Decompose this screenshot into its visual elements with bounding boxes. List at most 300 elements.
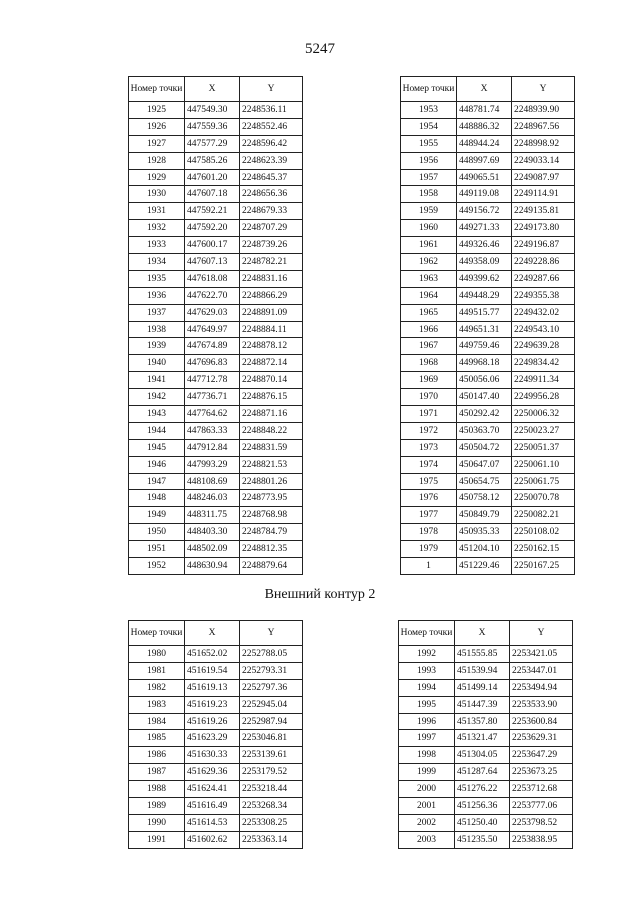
x-cell: 451447.39 — [455, 696, 510, 713]
point-number-cell: 1997 — [399, 730, 455, 747]
x-cell: 451630.33 — [185, 747, 240, 764]
y-cell: 2250167.25 — [512, 558, 575, 575]
table-row — [129, 338, 303, 355]
table-row — [129, 473, 303, 490]
y-cell: 2253421.05 — [510, 646, 573, 663]
x-cell: 447600.17 — [185, 237, 240, 254]
x-cell: 450292.42 — [457, 406, 512, 423]
point-number-cell: 1966 — [401, 321, 457, 338]
table-row — [399, 764, 573, 781]
x-cell: 447549.30 — [185, 102, 240, 119]
table-row — [401, 456, 575, 473]
point-number-cell: 1989 — [129, 798, 185, 815]
y-cell: 2248782.21 — [240, 254, 303, 271]
y-cell: 2253179.52 — [240, 764, 303, 781]
x-cell: 450504.72 — [457, 439, 512, 456]
point-number-cell: 1928 — [129, 152, 185, 169]
point-number-cell: 1958 — [401, 186, 457, 203]
point-number-cell: 1939 — [129, 338, 185, 355]
x-cell: 447863.33 — [185, 422, 240, 439]
x-cell: 447618.08 — [185, 270, 240, 287]
x-cell: 448502.09 — [185, 541, 240, 558]
table-row — [129, 118, 303, 135]
point-number-cell: 1949 — [129, 507, 185, 524]
point-number-cell: 1957 — [401, 169, 457, 186]
y-cell: 2253308.25 — [240, 814, 303, 831]
y-cell: 2253447.01 — [510, 662, 573, 679]
coordinates-table-4 — [398, 620, 573, 849]
point-number-cell: 2002 — [399, 814, 455, 831]
y-cell: 2249432.02 — [512, 304, 575, 321]
table-row — [129, 831, 303, 848]
x-cell: 449271.33 — [457, 220, 512, 237]
point-number-cell: 1956 — [401, 152, 457, 169]
y-cell: 2248891.09 — [240, 304, 303, 321]
x-cell: 449515.77 — [457, 304, 512, 321]
table-row — [399, 814, 573, 831]
header-x: X — [185, 621, 240, 646]
y-cell: 2248848.22 — [240, 422, 303, 439]
x-cell: 450147.40 — [457, 389, 512, 406]
y-cell: 2248939.90 — [512, 102, 575, 119]
table-row — [129, 102, 303, 119]
x-cell: 447736.71 — [185, 389, 240, 406]
point-number-cell: 1933 — [129, 237, 185, 254]
y-cell: 2253046.81 — [240, 730, 303, 747]
point-number-cell: 1963 — [401, 270, 457, 287]
x-cell: 451623.29 — [185, 730, 240, 747]
x-cell: 449759.46 — [457, 338, 512, 355]
y-cell: 2252797.36 — [240, 679, 303, 696]
table-row — [129, 798, 303, 815]
y-cell: 2248998.92 — [512, 135, 575, 152]
table-row — [129, 422, 303, 439]
y-cell: 2249033.14 — [512, 152, 575, 169]
y-cell: 2248878.12 — [240, 338, 303, 355]
table-row — [401, 118, 575, 135]
table-row — [129, 646, 303, 663]
x-cell: 449326.46 — [457, 237, 512, 254]
x-cell: 449651.31 — [457, 321, 512, 338]
x-cell: 451602.62 — [185, 831, 240, 848]
x-cell: 450935.33 — [457, 524, 512, 541]
point-number-cell: 2000 — [399, 781, 455, 798]
y-cell: 2249834.42 — [512, 355, 575, 372]
table-row — [399, 798, 573, 815]
y-cell: 2248866.29 — [240, 287, 303, 304]
y-cell: 2248801.26 — [240, 473, 303, 490]
table-row — [399, 646, 573, 663]
x-cell: 451619.54 — [185, 662, 240, 679]
point-number-cell: 1950 — [129, 524, 185, 541]
table-row — [401, 169, 575, 186]
point-number-cell: 1948 — [129, 490, 185, 507]
y-cell: 2248879.64 — [240, 558, 303, 575]
y-cell: 2253533.90 — [510, 696, 573, 713]
y-cell: 2250162.15 — [512, 541, 575, 558]
x-cell: 449065.51 — [457, 169, 512, 186]
table-row — [401, 304, 575, 321]
x-cell: 451235.50 — [455, 831, 510, 848]
x-cell: 451539.94 — [455, 662, 510, 679]
y-cell: 2253218.44 — [240, 781, 303, 798]
point-number-cell: 1932 — [129, 220, 185, 237]
x-cell: 447585.26 — [185, 152, 240, 169]
point-number-cell: 1999 — [399, 764, 455, 781]
y-cell: 2248870.14 — [240, 372, 303, 389]
point-number-cell: 1975 — [401, 473, 457, 490]
table-row — [129, 237, 303, 254]
table-row — [129, 507, 303, 524]
y-cell: 2248831.59 — [240, 439, 303, 456]
x-cell: 447649.97 — [185, 321, 240, 338]
x-cell: 451229.46 — [457, 558, 512, 575]
table-row — [129, 372, 303, 389]
table-row — [399, 831, 573, 848]
table-row — [129, 254, 303, 271]
x-cell: 449399.62 — [457, 270, 512, 287]
y-cell: 2250070.78 — [512, 490, 575, 507]
table-row — [401, 507, 575, 524]
table-row — [401, 135, 575, 152]
y-cell: 2249087.97 — [512, 169, 575, 186]
x-cell: 448886.32 — [457, 118, 512, 135]
point-number-cell: 1964 — [401, 287, 457, 304]
point-number-cell: 1945 — [129, 439, 185, 456]
y-cell: 2249911.34 — [512, 372, 575, 389]
x-cell: 451624.41 — [185, 781, 240, 798]
x-cell: 450849.79 — [457, 507, 512, 524]
y-cell: 2249114.91 — [512, 186, 575, 203]
y-cell: 2248739.26 — [240, 237, 303, 254]
table-row — [129, 730, 303, 747]
point-number-cell: 1931 — [129, 203, 185, 220]
x-cell: 451616.49 — [185, 798, 240, 815]
y-cell: 2248596.42 — [240, 135, 303, 152]
y-cell: 2250006.32 — [512, 406, 575, 423]
x-cell: 448403.30 — [185, 524, 240, 541]
table-row — [401, 237, 575, 254]
header-y: Y — [240, 621, 303, 646]
x-cell: 449119.08 — [457, 186, 512, 203]
table-row — [129, 524, 303, 541]
point-number-cell: 1991 — [129, 831, 185, 848]
table-row — [129, 456, 303, 473]
table-row — [401, 338, 575, 355]
y-cell: 2253647.29 — [510, 747, 573, 764]
x-cell: 451250.40 — [455, 814, 510, 831]
y-cell: 2250051.37 — [512, 439, 575, 456]
y-cell: 2248645.37 — [240, 169, 303, 186]
x-cell: 450056.06 — [457, 372, 512, 389]
x-cell: 447629.03 — [185, 304, 240, 321]
point-number-cell: 1996 — [399, 713, 455, 730]
point-number-cell: 1967 — [401, 338, 457, 355]
point-number-cell: 1987 — [129, 764, 185, 781]
table-row — [399, 713, 573, 730]
x-cell: 449968.18 — [457, 355, 512, 372]
table-row — [401, 203, 575, 220]
table-row — [129, 558, 303, 575]
x-cell: 451304.05 — [455, 747, 510, 764]
table-row — [401, 355, 575, 372]
table-row — [401, 321, 575, 338]
x-cell: 450758.12 — [457, 490, 512, 507]
point-number-cell: 1925 — [129, 102, 185, 119]
y-cell: 2249639.28 — [512, 338, 575, 355]
x-cell: 449448.29 — [457, 287, 512, 304]
table-row — [129, 186, 303, 203]
y-cell: 2253798.52 — [510, 814, 573, 831]
table-row — [399, 662, 573, 679]
point-number-cell: 1944 — [129, 422, 185, 439]
table-row — [129, 389, 303, 406]
point-number-cell: 1959 — [401, 203, 457, 220]
table-row — [129, 169, 303, 186]
point-number-cell: 1990 — [129, 814, 185, 831]
y-cell: 2248884.11 — [240, 321, 303, 338]
table-row — [401, 439, 575, 456]
y-cell: 2253712.68 — [510, 781, 573, 798]
y-cell: 2248784.79 — [240, 524, 303, 541]
table-row — [129, 152, 303, 169]
x-cell: 447592.21 — [185, 203, 240, 220]
y-cell: 2249135.81 — [512, 203, 575, 220]
table-row — [401, 372, 575, 389]
table-row — [399, 747, 573, 764]
point-number-cell: 1926 — [129, 118, 185, 135]
y-cell: 2250082.21 — [512, 507, 575, 524]
y-cell: 2253494.94 — [510, 679, 573, 696]
y-cell: 2249543.10 — [512, 321, 575, 338]
point-number-cell: 1983 — [129, 696, 185, 713]
table-row — [401, 220, 575, 237]
y-cell: 2248623.39 — [240, 152, 303, 169]
point-number-cell: 1976 — [401, 490, 457, 507]
point-number-cell: 1929 — [129, 169, 185, 186]
x-cell: 447993.29 — [185, 456, 240, 473]
x-cell: 451614.53 — [185, 814, 240, 831]
y-cell: 2248536.11 — [240, 102, 303, 119]
y-cell: 2253600.84 — [510, 713, 573, 730]
y-cell: 2248707.29 — [240, 220, 303, 237]
header-x: X — [185, 77, 240, 102]
header-x: X — [455, 621, 510, 646]
point-number-cell: 1952 — [129, 558, 185, 575]
point-number-cell: 1940 — [129, 355, 185, 372]
table-row — [401, 541, 575, 558]
table-row — [401, 102, 575, 119]
point-number-cell: 1938 — [129, 321, 185, 338]
table-row — [399, 696, 573, 713]
header-point-number: Номер точки — [129, 621, 185, 646]
point-number-cell: 1937 — [129, 304, 185, 321]
table-row — [401, 524, 575, 541]
header-point-number: Номер точки — [401, 77, 457, 102]
coordinates-table-2 — [400, 76, 575, 575]
point-number-cell: 1986 — [129, 747, 185, 764]
x-cell: 451619.23 — [185, 696, 240, 713]
point-number-cell: 1946 — [129, 456, 185, 473]
x-cell: 447622.70 — [185, 287, 240, 304]
y-cell: 2248656.36 — [240, 186, 303, 203]
point-number-cell: 1974 — [401, 456, 457, 473]
y-cell: 2252793.31 — [240, 662, 303, 679]
table-row — [401, 406, 575, 423]
table-row — [401, 558, 575, 575]
y-cell: 2249228.86 — [512, 254, 575, 271]
y-cell: 2250023.27 — [512, 422, 575, 439]
table-row — [129, 781, 303, 798]
y-cell: 2248552.46 — [240, 118, 303, 135]
table-row — [129, 287, 303, 304]
x-cell: 451276.22 — [455, 781, 510, 798]
table-row — [129, 270, 303, 287]
point-number-cell: 1998 — [399, 747, 455, 764]
y-cell: 2249287.66 — [512, 270, 575, 287]
y-cell: 2253268.34 — [240, 798, 303, 815]
x-cell: 448630.94 — [185, 558, 240, 575]
point-number-cell: 1927 — [129, 135, 185, 152]
table-row — [129, 321, 303, 338]
x-cell: 450654.75 — [457, 473, 512, 490]
point-number-cell: 1978 — [401, 524, 457, 541]
point-number-cell: 1979 — [401, 541, 457, 558]
table-row — [401, 287, 575, 304]
y-cell: 2248872.14 — [240, 355, 303, 372]
y-cell: 2249173.80 — [512, 220, 575, 237]
header-point-number: Номер точки — [129, 77, 185, 102]
y-cell: 2248967.56 — [512, 118, 575, 135]
point-number-cell: 1977 — [401, 507, 457, 524]
x-cell: 447559.36 — [185, 118, 240, 135]
table-row — [129, 814, 303, 831]
table-row — [129, 355, 303, 372]
x-cell: 451287.64 — [455, 764, 510, 781]
point-number-cell: 1951 — [129, 541, 185, 558]
x-cell: 450647.07 — [457, 456, 512, 473]
point-number-cell: 1988 — [129, 781, 185, 798]
x-cell: 448781.74 — [457, 102, 512, 119]
x-cell: 451204.10 — [457, 541, 512, 558]
x-cell: 451652.02 — [185, 646, 240, 663]
header-y: Y — [510, 621, 573, 646]
coordinates-table-3 — [128, 620, 303, 849]
page-number: 5247 — [305, 41, 335, 57]
x-cell: 448944.24 — [457, 135, 512, 152]
y-cell: 2248871.16 — [240, 406, 303, 423]
y-cell: 2253777.06 — [510, 798, 573, 815]
y-cell: 2248679.33 — [240, 203, 303, 220]
y-cell: 2250061.75 — [512, 473, 575, 490]
y-cell: 2253673.25 — [510, 764, 573, 781]
table-row — [129, 490, 303, 507]
x-cell: 447577.29 — [185, 135, 240, 152]
table-row — [129, 713, 303, 730]
x-cell: 447712.78 — [185, 372, 240, 389]
point-number-cell: 1969 — [401, 372, 457, 389]
point-number-cell: 1993 — [399, 662, 455, 679]
table-row — [401, 422, 575, 439]
x-cell: 447601.20 — [185, 169, 240, 186]
x-cell: 447912.84 — [185, 439, 240, 456]
table-row — [129, 764, 303, 781]
x-cell: 448108.69 — [185, 473, 240, 490]
point-number-cell: 1934 — [129, 254, 185, 271]
table-row — [401, 473, 575, 490]
x-cell: 447764.62 — [185, 406, 240, 423]
point-number-cell: 1972 — [401, 422, 457, 439]
table-row — [399, 679, 573, 696]
coordinates-table-1 — [128, 76, 303, 575]
x-cell: 447607.18 — [185, 186, 240, 203]
table-row — [129, 747, 303, 764]
table-row — [399, 730, 573, 747]
x-cell: 449156.72 — [457, 203, 512, 220]
point-number-cell: 1942 — [129, 389, 185, 406]
x-cell: 447674.89 — [185, 338, 240, 355]
table-row — [401, 254, 575, 271]
table-row — [129, 679, 303, 696]
point-number-cell: 1973 — [401, 439, 457, 456]
point-number-cell: 1954 — [401, 118, 457, 135]
point-number-cell: 1968 — [401, 355, 457, 372]
y-cell: 2249196.87 — [512, 237, 575, 254]
point-number-cell: 1982 — [129, 679, 185, 696]
section-title: Внешний контур 2 — [264, 587, 376, 602]
y-cell: 2248876.15 — [240, 389, 303, 406]
point-number-cell: 1980 — [129, 646, 185, 663]
x-cell: 451619.26 — [185, 713, 240, 730]
x-cell: 447592.20 — [185, 220, 240, 237]
table-row — [129, 406, 303, 423]
y-cell: 2250061.10 — [512, 456, 575, 473]
x-cell: 447607.13 — [185, 254, 240, 271]
table-row — [129, 220, 303, 237]
table-row — [129, 439, 303, 456]
x-cell: 450363.70 — [457, 422, 512, 439]
x-cell: 451555.85 — [455, 646, 510, 663]
y-cell: 2253629.31 — [510, 730, 573, 747]
x-cell: 451321.47 — [455, 730, 510, 747]
point-number-cell: 1981 — [129, 662, 185, 679]
point-number-cell: 2003 — [399, 831, 455, 848]
y-cell: 2248812.35 — [240, 541, 303, 558]
y-cell: 2250108.02 — [512, 524, 575, 541]
x-cell: 448997.69 — [457, 152, 512, 169]
y-cell: 2248773.95 — [240, 490, 303, 507]
table-row — [401, 152, 575, 169]
table-row — [129, 696, 303, 713]
table-row — [401, 186, 575, 203]
point-number-cell: 1953 — [401, 102, 457, 119]
point-number-cell: 1985 — [129, 730, 185, 747]
point-number-cell: 1936 — [129, 287, 185, 304]
point-number-cell: 1930 — [129, 186, 185, 203]
table-row — [401, 270, 575, 287]
header-y: Y — [512, 77, 575, 102]
y-cell: 2253363.14 — [240, 831, 303, 848]
y-cell: 2252945.04 — [240, 696, 303, 713]
y-cell: 2249355.38 — [512, 287, 575, 304]
table-row — [129, 135, 303, 152]
point-number-cell: 1965 — [401, 304, 457, 321]
table-row — [401, 490, 575, 507]
table-row — [129, 304, 303, 321]
y-cell: 2248768.98 — [240, 507, 303, 524]
header-point-number: Номер точки — [399, 621, 455, 646]
y-cell: 2253838.95 — [510, 831, 573, 848]
